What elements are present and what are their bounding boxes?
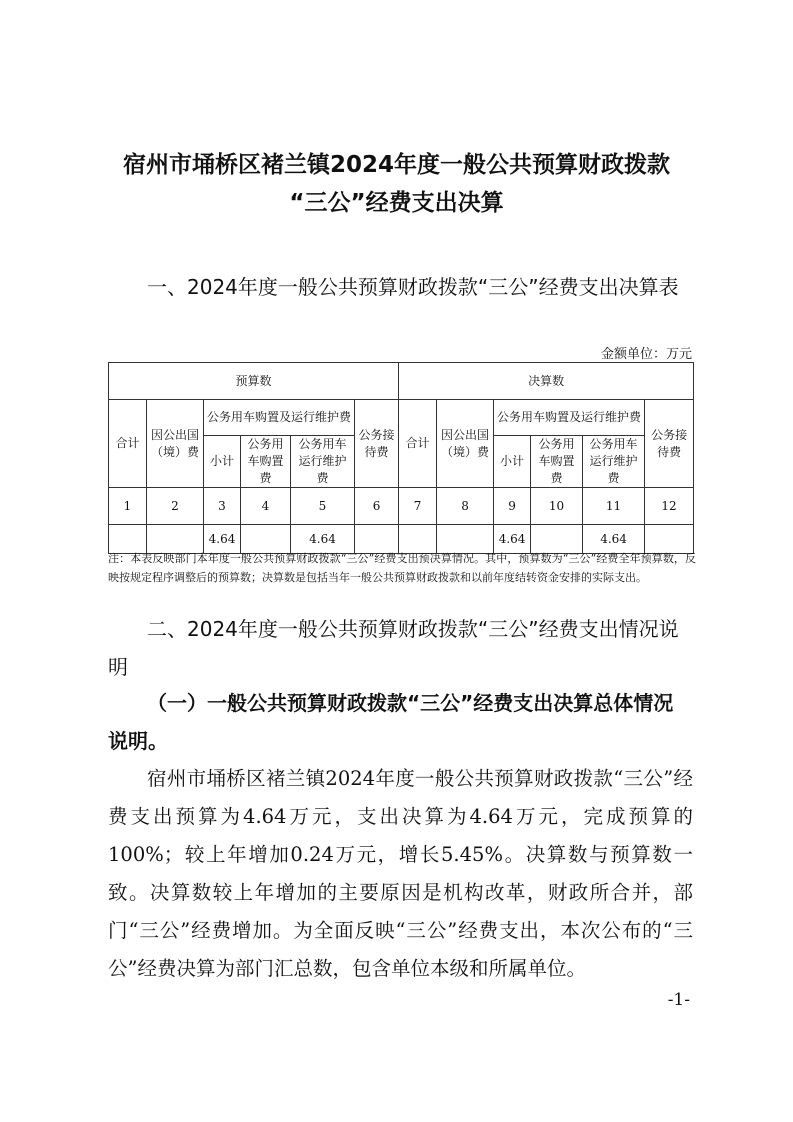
col-number-cell: 7 bbox=[399, 488, 437, 525]
column-number-row bbox=[109, 488, 694, 525]
document-title-line-1: 宿州市埇桥区褚兰镇2024年度一般公共预算财政拨款 bbox=[122, 152, 670, 178]
col-number-cell: 9 bbox=[494, 488, 531, 525]
three-public-expenses-table bbox=[108, 362, 694, 554]
col-number-cell: 5 bbox=[291, 488, 355, 525]
value-cell: 4.64 bbox=[204, 525, 241, 554]
budget-reception-header: 公务接待费 bbox=[355, 400, 399, 488]
budget-vehicle-operation-header: 公务用车运行维护费 bbox=[291, 436, 355, 488]
body-paragraph: 宿州市埇桥区褚兰镇2024年度一般公共预算财政拨款“三公”经费支出预算为4.64万元，支出决算为4.64万元，完成预算的100%；较上年增加0.24万元，增长5.45%。决算数与预算数一致。决算数较上年增加的主要原因是机构改革，财政所合并，部门“三公”经费增加。为全面反映“三公”经费支出，本次公布的“三公”经费决算为部门汇总数，包含单位本级和所属单位。 bbox=[108, 767, 693, 980]
value-cell: 4.64 bbox=[494, 525, 531, 554]
value-cell: 4.64 bbox=[583, 525, 645, 554]
col-number-cell: 10 bbox=[531, 488, 583, 525]
section-2-heading: 二、2024年度一般公共预算财政拨款“三公”经费支出情况说明 bbox=[108, 617, 679, 679]
col-number-cell: 12 bbox=[645, 488, 694, 525]
final-subtotal-header: 小计 bbox=[494, 436, 531, 488]
col-number-cell: 6 bbox=[355, 488, 399, 525]
section-1-heading: 一、2024年度一般公共预算财政拨款“三公”经费支出决算表 bbox=[147, 275, 679, 299]
final-total-header: 合计 bbox=[399, 400, 437, 488]
final-abroad-header: 因公出国（境）费 bbox=[437, 400, 494, 488]
budget-header: 预算数 bbox=[109, 363, 399, 400]
unit-label: 金额单位：万元 bbox=[600, 347, 692, 362]
col-number-cell: 11 bbox=[583, 488, 645, 525]
col-number-cell: 8 bbox=[437, 488, 494, 525]
budget-subtotal-header: 小计 bbox=[204, 436, 241, 488]
final-header: 决算数 bbox=[399, 363, 694, 400]
page-number: -1- bbox=[667, 990, 690, 1010]
col-number-cell: 3 bbox=[204, 488, 241, 525]
final-vehicle-purchase-header: 公务用车购置费 bbox=[531, 436, 583, 488]
final-vehicle-group-header: 公务用车购置及运行维护费 bbox=[494, 400, 645, 436]
budget-abroad-header: 因公出国（境）费 bbox=[147, 400, 204, 488]
final-vehicle-operation-header: 公务用车运行维护费 bbox=[583, 436, 645, 488]
subsection-1-heading: （一）一般公共预算财政拨款“三公”经费支出决算总体情况说明。 bbox=[108, 691, 674, 753]
document-title-line-2: “三公”经费支出决算 bbox=[289, 190, 504, 216]
table-note: 注：本表反映部门本年度一般公共预算财政拨款“三公”经费支出预决算情况。其中，预算数为“三公”经费全年预算数，反映按规定程序调整后的预算数；决算数是包括当年一般公共预算财政拨款和以前年度结转资金安排的实际支出。 bbox=[108, 552, 696, 584]
budget-vehicle-group-header: 公务用车购置及运行维护费 bbox=[204, 400, 355, 436]
budget-total-header: 合计 bbox=[109, 400, 147, 488]
col-number-cell: 1 bbox=[109, 488, 147, 525]
final-reception-header: 公务接待费 bbox=[645, 400, 694, 488]
col-number-cell: 2 bbox=[147, 488, 204, 525]
col-number-cell: 4 bbox=[241, 488, 291, 525]
value-cell: 4.64 bbox=[291, 525, 355, 554]
budget-vehicle-purchase-header: 公务用车购置费 bbox=[241, 436, 291, 488]
